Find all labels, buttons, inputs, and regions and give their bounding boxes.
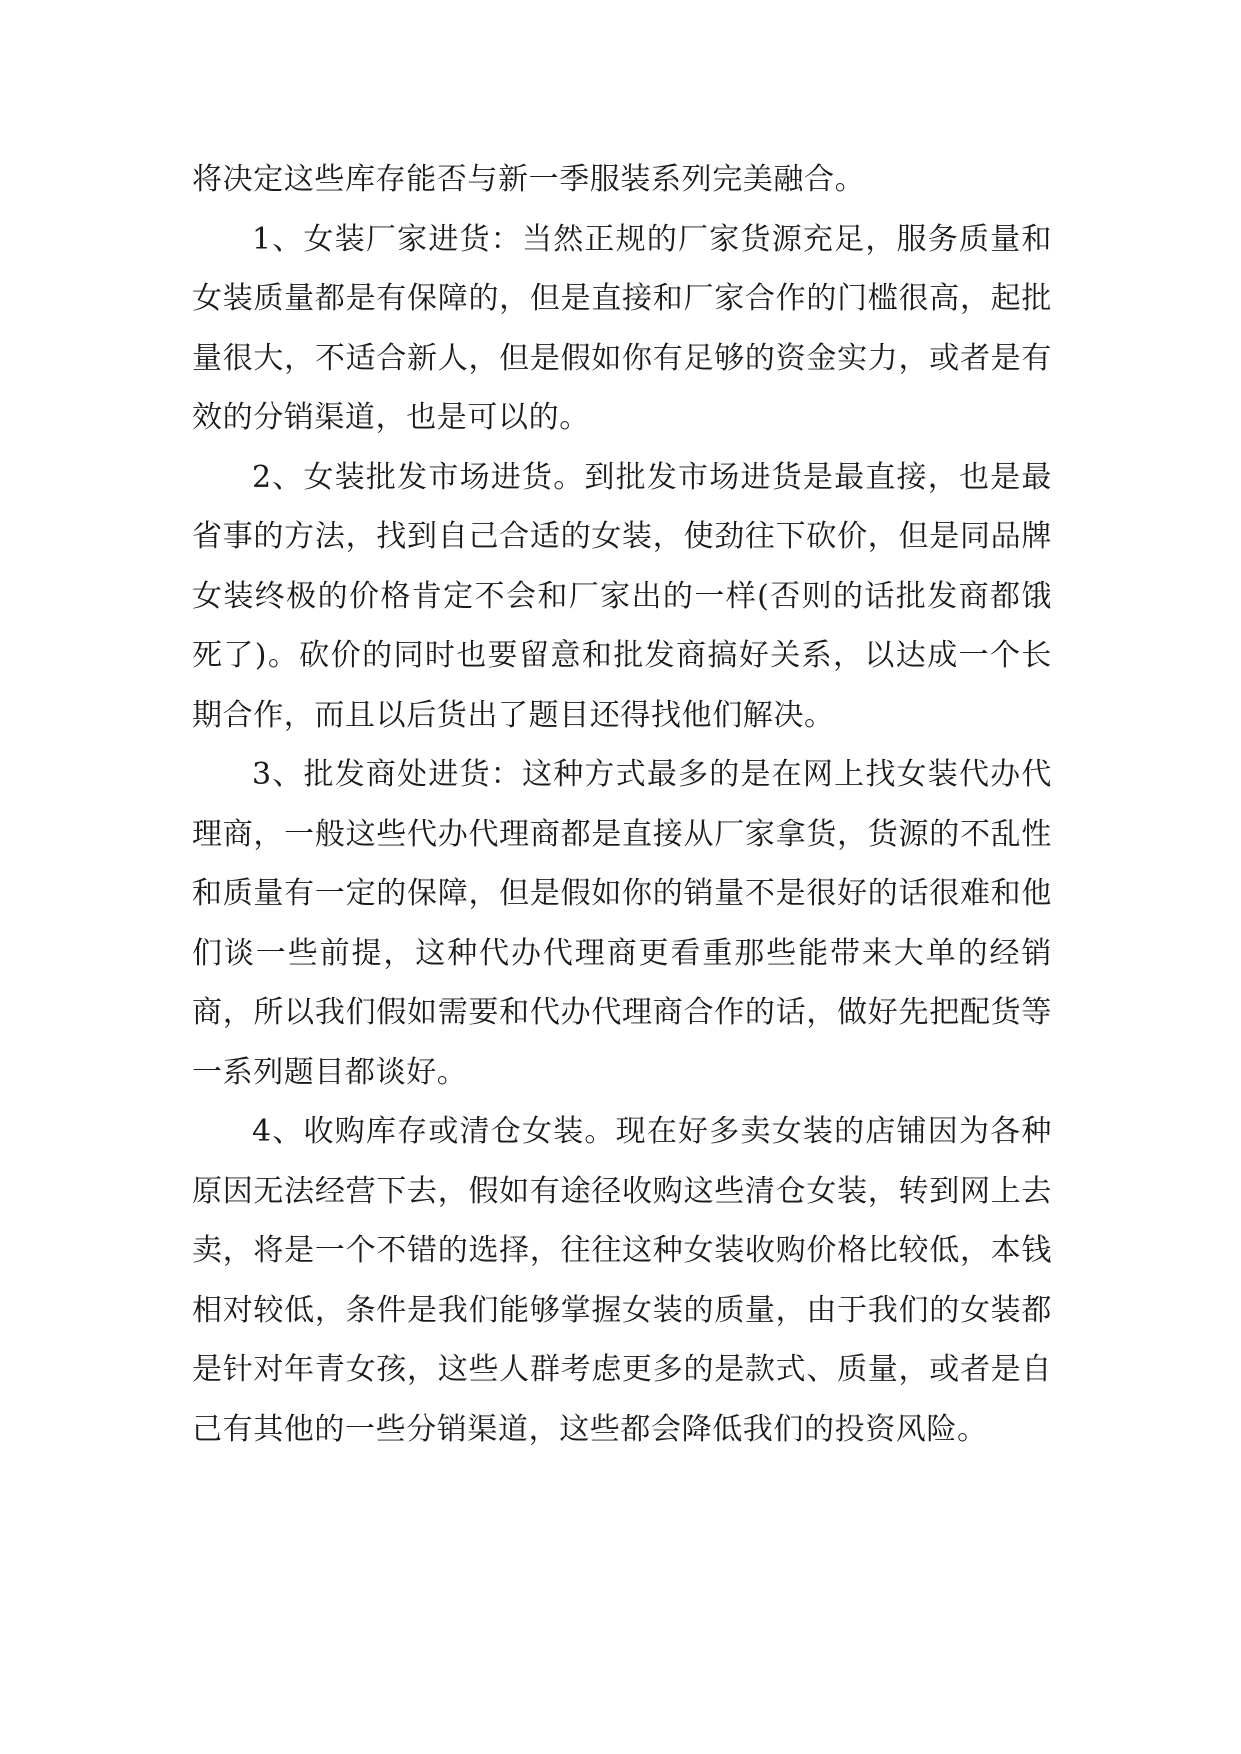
paragraph-wholesale-market: 2、女装批发市场进货。到批发市场进货是最直接，也是最省事的方法，找到自己合适的女装，使劲往下砍价，但是同品牌女装终极的价格肯定不会和厂家出的一样(否则的话批发商都饿死了)。砍价的同时也要留意和批发商搞好关系，以达成一个长期合作，而且以后货出了题目还得找他们解决。 <box>192 459 1052 733</box>
paragraph-factory-sourcing: 1、女装厂家进货：当然正规的厂家货源充足，服务质量和女装质量都是有保障的，但是直接和厂家合作的门槛很高，起批量很大，不适合新人，但是假如你有足够的资金实力，或者是有效的分销渠道，也是可以的。 <box>192 221 1052 435</box>
paragraph-wholesaler-agent: 3、批发商处进货：这种方式最多的是在网上找女装代办代理商，一般这些代办代理商都是直接从厂家拿货，货源的不乱性和质量有一定的保障，但是假如你的销量不是很好的话很难和他们谈一些前提，这种代办代理商更看重那些能带来大单的经销商，所以我们假如需要和代办代理商合作的话，做好先把配货等一系列题目都谈好。 <box>192 757 1052 1090</box>
paragraph-continuation: 将决定这些库存能否与新一季服装系列完美融合。 <box>192 162 866 197</box>
paragraph-clearance-stock: 4、收购库存或清仓女装。现在好多卖女装的店铺因为各种原因无法经营下去，假如有途径收购这些清仓女装，转到网上去卖，将是一个不错的选择，往往这种女装收购价格比较低，本钱相对较低，条件是我们能够掌握女装的质量，由于我们的女装都是针对年青女孩，这些人群考虑更多的是款式、质量，或者是自己有其他的一些分销渠道，这些都会降低我们的投资风险。 <box>192 1114 1052 1447</box>
document-body <box>192 150 1052 1459</box>
